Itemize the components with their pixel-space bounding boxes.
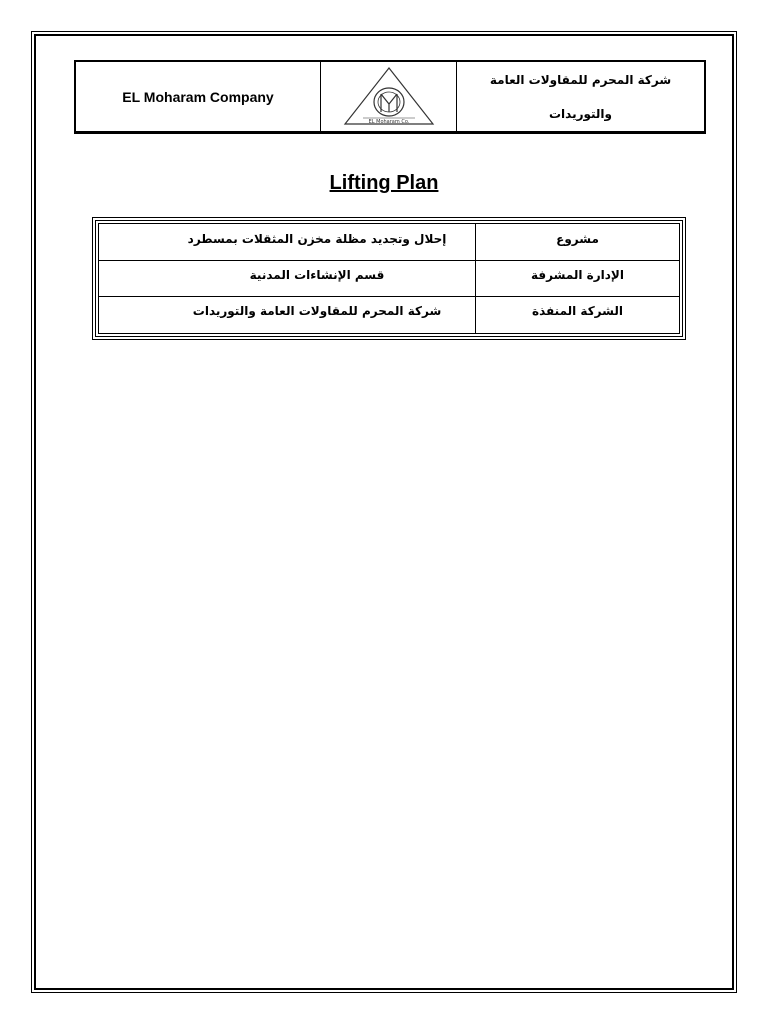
- company-name-arabic: [457, 62, 704, 131]
- row-value: إحلال وتجديد مظلة مخزن المثقلات بمسطرد: [187, 232, 447, 246]
- document-title: Lifting Plan: [329, 172, 439, 194]
- row-label: الشركة المنفذة: [475, 296, 679, 333]
- row-label: مشروع: [475, 224, 679, 260]
- table-row: [99, 296, 679, 333]
- company-name-arabic-line2: والتوريدات: [548, 106, 613, 121]
- company-logo: [321, 62, 457, 131]
- row-value: شركة المحرم للمقاولات العامة والتوريدات: [192, 304, 442, 318]
- company-name-english: EL Moharam Company: [76, 62, 321, 131]
- table-row: [99, 260, 679, 297]
- company-name-arabic-line1: شركة المحرم للمقاولات العامة: [489, 72, 672, 87]
- header-table: [74, 60, 706, 134]
- logo-text: EL Moharam Co.: [368, 118, 409, 125]
- row-value: قسم الإنشاءات المدنية: [249, 268, 385, 282]
- table-row: [99, 224, 679, 261]
- row-label: الإدارة المشرفة: [475, 260, 679, 296]
- logo-triangle-icon: [343, 66, 435, 128]
- project-info-table: [92, 217, 686, 340]
- project-info-table-inner: [98, 223, 680, 334]
